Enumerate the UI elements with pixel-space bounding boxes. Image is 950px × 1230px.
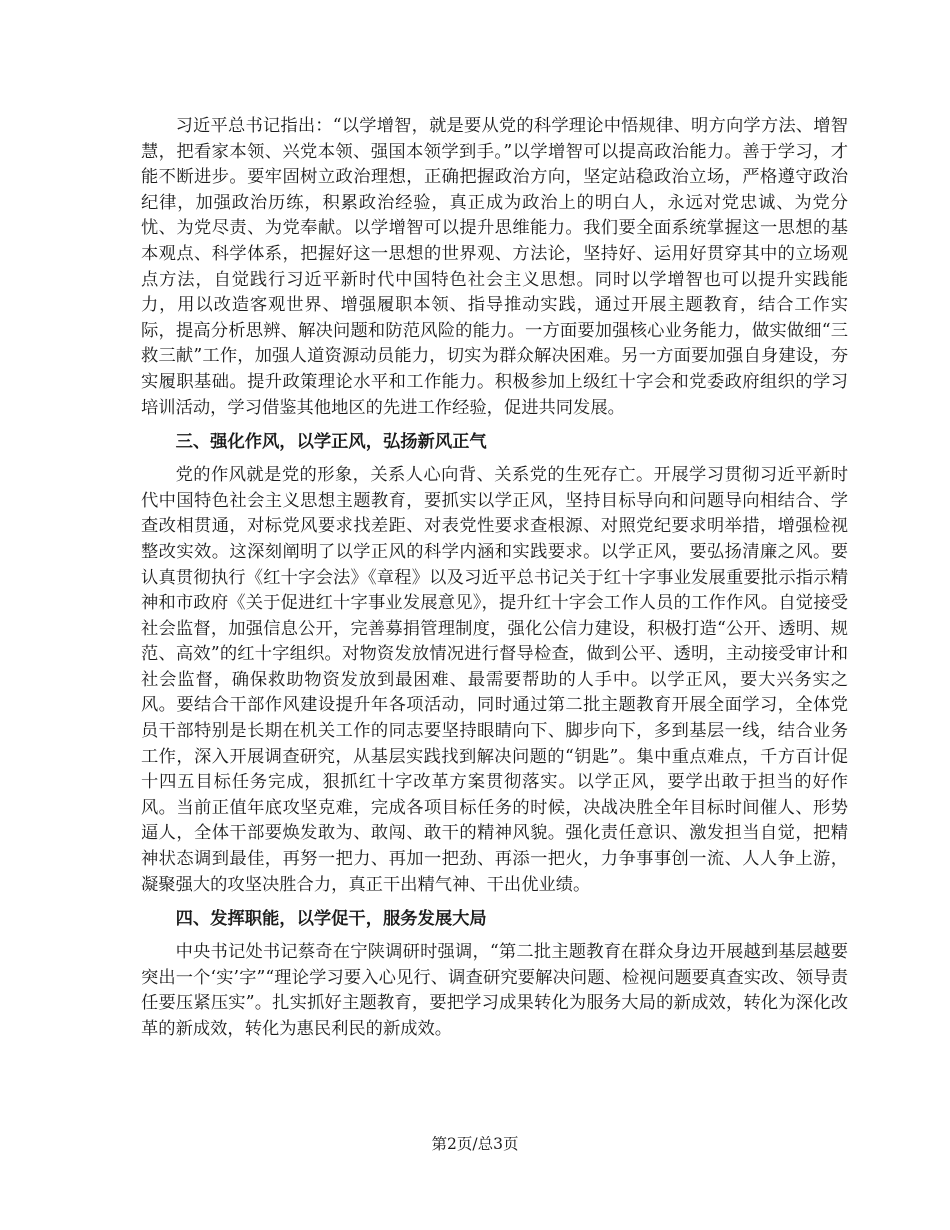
section-heading: 三、强化作风，以学正风，弘扬新风正气 [175, 432, 487, 453]
body-paragraph: 习近平总书记指出：“以学增智，就是要从党的科学理论中悟规律、明方向学方法、增智慧，把看家本领、兴党本领、强国本领学到手。”以学增智可以提高政治能力。善于学习，才能不断进步。要牢固树立政治理想，正确把握政治方向，坚定站稳政治立场，严格遵守政治纪律，加强政治历练，积累政治经验，真正成为政治上的明白人，永远对党忠诚、为党分忧、为党尽责、为党奉献。以学增智可以提升思维能力。我们要全面系统掌握这一思想的基本观点、科学体系，把握好这一思想的世界观、方法论，坚持好、运用好贯穿其中的立场观点方法，自觉践行习近平新时代中国特色社会主义思想。同时以学增智也可以提升实践能力，用以改造客观世界、增强履职本领、指导推动实践，通过开展主题教育，结合工作实际，提高分析思辨、解决问题和防范风险的能力。一方面要加强核心业务能力，做实做细“三救三献”工作，加强人道资源动员能力，切实为群众解决困难。另一方面要加强自身建设，夯实履职基础。提升政策理论水平和工作能力。积极参加上级红十字会和党委政府组织的学习培训活动，学习借鉴其他地区的先进工作经验，促进共同发展。 [141, 116, 848, 418]
document-body [141, 114, 848, 1043]
page-number-footer: 第2页/总3页 [431, 1135, 519, 1153]
body-paragraph: 中央书记处书记蔡奇在宁陕调研时强调，“第二批主题教育在群众身边开展越到基层越要突出一个‘实’字”“理论学习要入心见行、调查研究要解决问题、检视问题要真查实改、领导责任要压紧压实”。扎实抓好主题教育，要把学习成果转化为服务大局的新成效，转化为深化改革的新成效，转化为惠民利民的新成效。 [141, 942, 848, 1039]
body-paragraph: 党的作风就是党的形象，关系人心向背、关系党的生死存亡。开展学习贯彻习近平新时代中国特色社会主义思想主题教育，要抓实以学正风，坚持目标导向和问题导向相结合、学查改相贯通，对标党风要求找差距、对表党性要求查根源、对照党纪要求明举措，增强检视整改实效。这深刻阐明了以学正风的科学内涵和实践要求。以学正风，要弘扬清廉之风。要认真贯彻执行《红十字会法》《章程》以及习近平总书记关于红十字事业发展重要批示指示精神和市政府《关于促进红十字事业发展意见》，提升红十字会工作人员的工作作风。自觉接受社会监督，加强信息公开，完善募捐管理制度，强化公信力建设，积极打造“公开、透明、规范、高效”的红十字组织。对物资发放情况进行督导检查，做到公平、透明，主动接受审计和社会监督，确保救助物资发放到最困难、最需要帮助的人手中。以学正风，要大兴务实之风。要结合干部作风建设提升年各项活动，同时通过第二批主题教育开展全面学习，全体党员干部特别是长期在机关工作的同志要坚持眼睛向下、脚步向下，多到基层一线，结合业务工作，深入开展调查研究，从基层实践找到解决问题的“钥匙”。集中重点难点，千方百计促十四五目标任务完成，狠抓红十字改革方案贯彻落实。以学正风，要学出敢于担当的好作风。当前正值年底攻坚克难，完成各项目标任务的时候，决战决胜全年目标时间催人、形势逼人，全体干部要焕发敢为、敢闯、敢干的精神风貌。强化责任意识、激发担当自觉，把精神状态调到最佳，再努一把力、再加一把劲、再添一把火，力争事事创一流、人人争上游，凝聚强大的攻坚决胜合力，真正干出精气神、干出优业绩。 [141, 465, 848, 895]
section-heading: 四、发挥职能，以学促干，服务发展大局 [175, 909, 487, 930]
